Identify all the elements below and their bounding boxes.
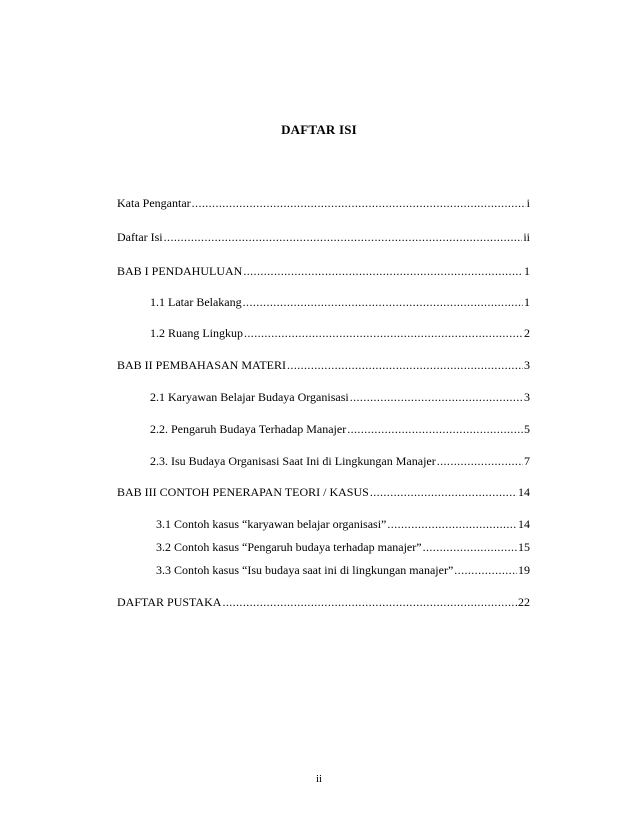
page-title: DAFTAR ISI <box>281 122 357 137</box>
toc-leader-dots <box>423 540 517 554</box>
toc-entry[interactable] <box>117 358 530 372</box>
toc-entry-label: 3.3 Contoh kasus “Isu budaya saat ini di lingkungan manajer” <box>156 563 454 577</box>
toc-entry[interactable] <box>117 595 530 609</box>
toc-leader-dots <box>243 264 523 278</box>
toc-leader-dots <box>222 595 517 609</box>
toc-entry-page: i <box>526 196 530 210</box>
toc-entry-label: 3.2 Contoh kasus “Pengaruh budaya terhadap manajer” <box>156 540 422 554</box>
toc-entry[interactable] <box>156 563 530 577</box>
toc-entry-label: 2.2. Pengaruh Budaya Terhadap Manajer <box>150 422 347 436</box>
toc-leader-dots <box>370 485 517 499</box>
toc-entry-label: BAB III CONTOH PENERAPAN TEORI / KASUS <box>117 485 369 499</box>
page-number: ii <box>315 773 323 785</box>
toc-leader-dots <box>244 326 523 340</box>
toc-entry-label: Daftar Isi <box>117 230 163 244</box>
toc-entry-page: 2 <box>524 326 530 340</box>
toc-entry-label: 1.1 Latar Belakang <box>150 295 242 309</box>
toc-leader-dots <box>243 295 523 309</box>
toc-entry[interactable] <box>117 196 530 210</box>
toc-entry[interactable] <box>117 485 530 499</box>
toc-entry-page: 19 <box>518 563 530 577</box>
toc-leader-dots <box>164 230 523 244</box>
toc-entry-page: 14 <box>518 485 530 499</box>
toc-entry-page: 7 <box>524 454 530 468</box>
toc-entry-label: 3.1 Contoh kasus “karyawan belajar organisasi” <box>156 517 387 531</box>
toc-entry[interactable] <box>150 390 530 404</box>
toc-entry[interactable] <box>150 422 530 436</box>
toc-entry-page: ii <box>523 230 530 244</box>
toc-entry[interactable] <box>150 454 530 468</box>
toc-entry-page: 3 <box>524 390 530 404</box>
toc-entry-label: 2.3. Isu Budaya Organisasi Saat Ini di Lingkungan Manajer <box>150 454 436 468</box>
toc-entry-page: 1 <box>524 295 530 309</box>
toc-entry-page: 14 <box>518 517 530 531</box>
toc-leader-dots <box>347 422 523 436</box>
toc-entry-label: 1.2 Ruang Lingkup <box>150 326 243 340</box>
toc-entry-page: 22 <box>518 595 530 609</box>
toc-entry[interactable] <box>156 517 530 531</box>
toc-entry-label: BAB I PENDAHULUAN <box>117 264 243 278</box>
toc-leader-dots <box>350 390 523 404</box>
toc-entry-page: 15 <box>518 540 530 554</box>
toc-entry[interactable] <box>150 295 530 309</box>
toc-entry[interactable] <box>117 264 530 278</box>
toc-leader-dots <box>454 563 517 577</box>
toc-leader-dots <box>287 358 523 372</box>
toc-leader-dots <box>192 196 526 210</box>
toc-entry-label: DAFTAR PUSTAKA <box>117 595 222 609</box>
toc-leader-dots <box>437 454 523 468</box>
toc-entry-page: 5 <box>524 422 530 436</box>
toc-entry-label: 2.1 Karyawan Belajar Budaya Organisasi <box>150 390 349 404</box>
toc-entry-page: 3 <box>524 358 530 372</box>
toc-entry[interactable] <box>150 326 530 340</box>
toc-entry-page: 1 <box>524 264 530 278</box>
toc-entry-label: Kata Pengantar <box>117 196 191 210</box>
toc-entry[interactable] <box>156 540 530 554</box>
toc-leader-dots <box>387 517 517 531</box>
toc-entry-label: BAB II PEMBAHASAN MATERI <box>117 358 287 372</box>
toc-entry[interactable] <box>117 230 530 244</box>
